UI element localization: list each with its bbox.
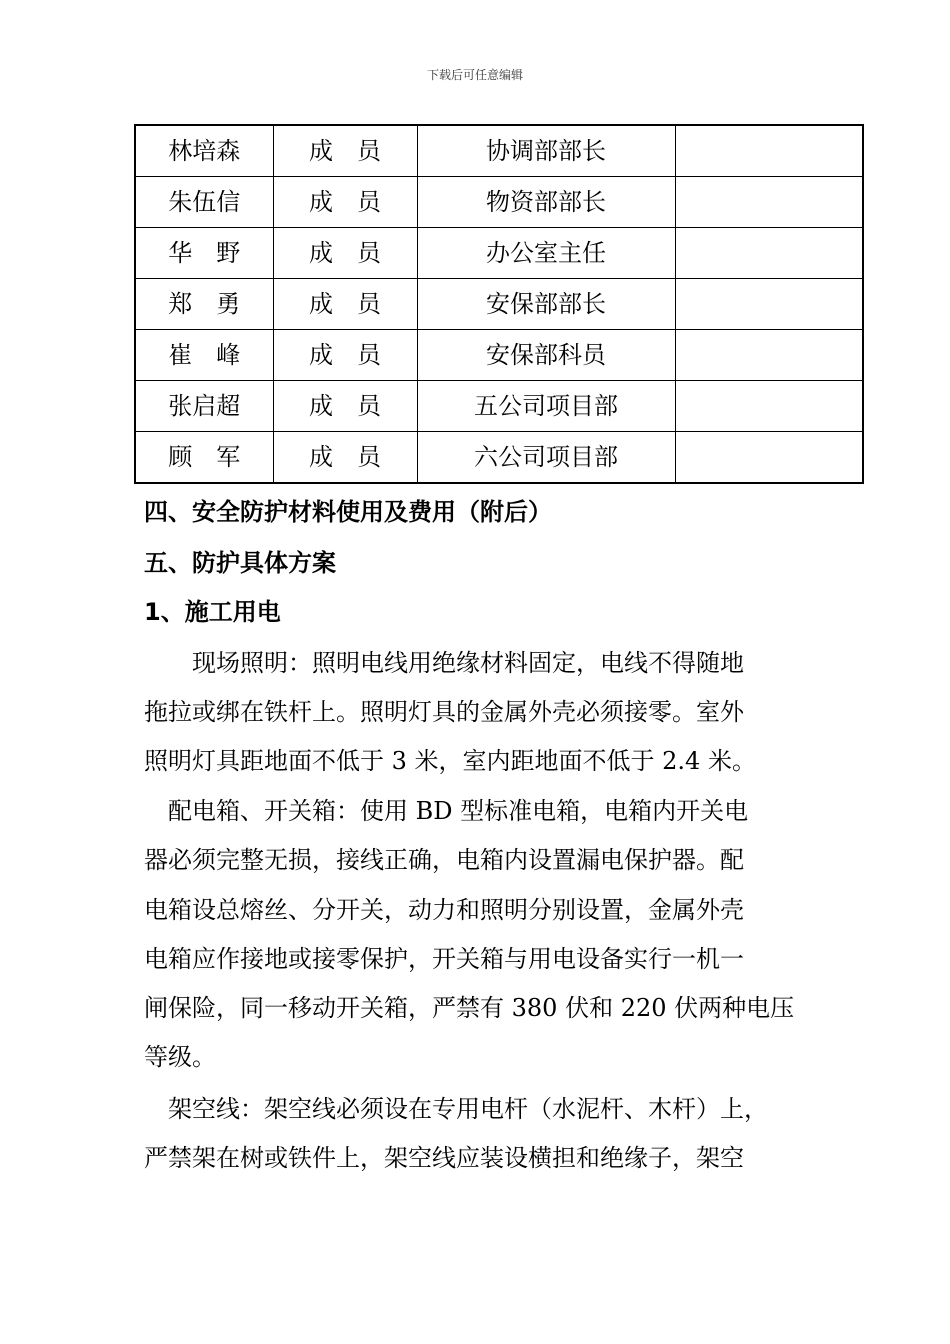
note-cell bbox=[675, 330, 863, 381]
lighting-paragraph-line: 拖拉或绑在铁杆上。照明灯具的金属外壳必须接零。室外 bbox=[144, 698, 744, 726]
section-5-heading: 五、防护具体方案 bbox=[144, 549, 336, 577]
name-cell: 崔 峰 bbox=[135, 330, 273, 381]
section-4-heading: 四、安全防护材料使用及费用（附后） bbox=[144, 498, 552, 526]
overhead-paragraph-line: 架空线：架空线必须设在专用电杆（水泥杆、木杆）上， bbox=[144, 1095, 768, 1123]
note-cell bbox=[675, 177, 863, 228]
name-cell: 华 野 bbox=[135, 228, 273, 279]
position-cell: 协调部部长 bbox=[417, 125, 675, 177]
position-cell: 安保部部长 bbox=[417, 279, 675, 330]
subsection-1-heading: 1、施工用电 bbox=[144, 598, 281, 626]
personnel-table bbox=[134, 124, 864, 484]
header-note: 下载后可任意编辑 bbox=[426, 68, 523, 82]
note-cell bbox=[675, 228, 863, 279]
lighting-paragraph-line: 照明灯具距地面不低于 3 米，室内距地面不低于 2.4 米。 bbox=[144, 747, 756, 775]
name-cell: 顾 军 bbox=[135, 432, 273, 484]
position-cell: 物资部部长 bbox=[417, 177, 675, 228]
overhead-paragraph-line: 严禁架在树或铁件上，架空线应装设横担和绝缘子，架空 bbox=[144, 1144, 744, 1172]
role-cell: 成 员 bbox=[273, 177, 417, 228]
role-cell: 成 员 bbox=[273, 381, 417, 432]
note-cell bbox=[675, 432, 863, 484]
name-cell: 林培森 bbox=[135, 125, 273, 177]
distribution-paragraph-line: 等级。 bbox=[144, 1043, 216, 1071]
position-cell: 办公室主任 bbox=[417, 228, 675, 279]
position-cell: 安保部科员 bbox=[417, 330, 675, 381]
note-cell bbox=[675, 279, 863, 330]
distribution-paragraph-line: 闸保险，同一移动开关箱，严禁有 380 伏和 220 伏两种电压 bbox=[144, 994, 795, 1022]
distribution-paragraph-line: 电箱设总熔丝、分开关，动力和照明分别设置，金属外壳 bbox=[144, 896, 744, 924]
distribution-paragraph-line: 配电箱、开关箱：使用 BD 型标准电箱，电箱内开关电 bbox=[144, 797, 749, 825]
lighting-paragraph-line: 现场照明：照明电线用绝缘材料固定，电线不得随地 bbox=[144, 649, 744, 677]
position-cell: 六公司项目部 bbox=[417, 432, 675, 484]
note-cell bbox=[675, 125, 863, 177]
table-row bbox=[135, 330, 863, 381]
note-cell bbox=[675, 381, 863, 432]
name-cell: 朱伍信 bbox=[135, 177, 273, 228]
role-cell: 成 员 bbox=[273, 125, 417, 177]
distribution-paragraph-line: 器必须完整无损，接线正确，电箱内设置漏电保护器。配 bbox=[144, 846, 744, 874]
role-cell: 成 员 bbox=[273, 279, 417, 330]
distribution-paragraph-line: 电箱应作接地或接零保护，开关箱与用电设备实行一机一 bbox=[144, 945, 744, 973]
name-cell: 张启超 bbox=[135, 381, 273, 432]
table-row bbox=[135, 432, 863, 484]
table-row bbox=[135, 228, 863, 279]
name-cell: 郑 勇 bbox=[135, 279, 273, 330]
table-row bbox=[135, 177, 863, 228]
role-cell: 成 员 bbox=[273, 330, 417, 381]
role-cell: 成 员 bbox=[273, 228, 417, 279]
table-row bbox=[135, 381, 863, 432]
table-row bbox=[135, 125, 863, 177]
role-cell: 成 员 bbox=[273, 432, 417, 484]
table-row bbox=[135, 279, 863, 330]
position-cell: 五公司项目部 bbox=[417, 381, 675, 432]
